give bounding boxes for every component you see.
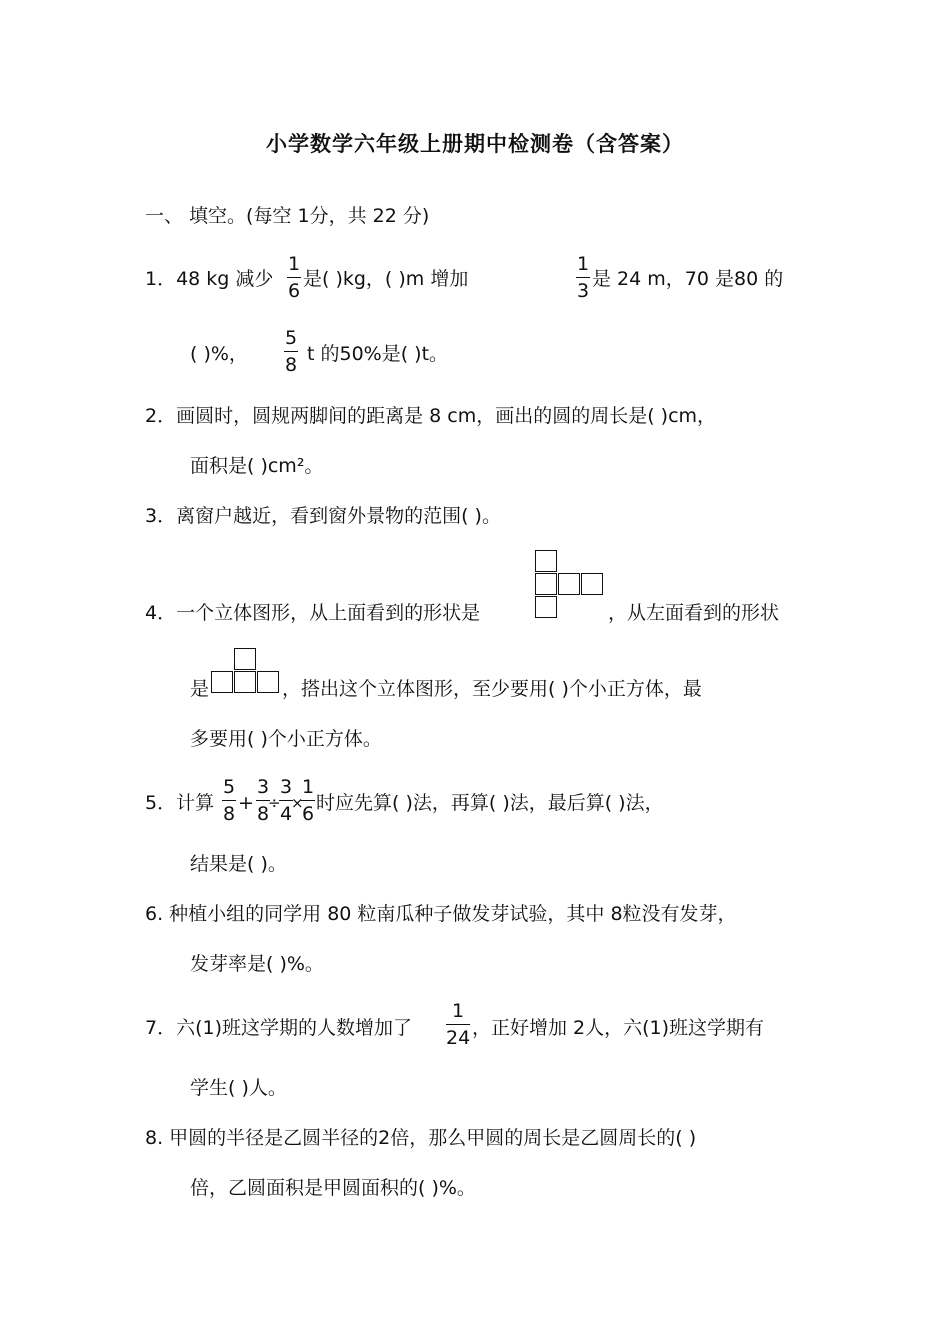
- q8-line-2: 倍，乙圆面积是甲圆面积的( )%。: [190, 1177, 476, 1199]
- top-view-figure: [535, 550, 607, 620]
- fraction: [301, 777, 315, 824]
- q5-text-b: 时应先算( )法，再算( )法，最后算( )法，: [316, 792, 664, 814]
- denominator: 8: [222, 803, 236, 825]
- q3-line-1: 3．离窗户越近，看到窗外景物的范围( )。: [145, 505, 501, 527]
- q1-text-e: t 的50%是( )t。: [307, 343, 449, 365]
- numerator: 1: [287, 253, 301, 275]
- q1-text-d: ( )%，: [190, 343, 248, 365]
- fraction: [576, 254, 590, 301]
- denominator: 6: [287, 280, 301, 302]
- plus-sign: +: [238, 792, 254, 814]
- numerator: 1: [576, 253, 590, 275]
- q8-line-1: 8. 甲圆的半径是乙圆半径的2倍，那么甲圆的周长是乙圆周长的( ): [145, 1127, 697, 1149]
- q1-text-c: 是 24 m，70 是80 的: [592, 268, 784, 290]
- fraction: [284, 328, 298, 375]
- numerator: 3: [256, 776, 270, 798]
- left-view-figure: [211, 648, 283, 696]
- q6-line-2: 发芽率是( )%。: [190, 953, 324, 975]
- page-title: 小学数学六年级上册期中检测卷（含答案）: [266, 132, 684, 156]
- q7-text-b: ，正好增加 2人，六(1)班这学期有: [472, 1017, 765, 1039]
- q4-line-2a: 是: [190, 678, 210, 700]
- q4-line-2b: ，搭出这个立体图形，至少要用( )个小正方体，最: [282, 678, 702, 700]
- q7-text-a: 7．六(1)班这学期的人数增加了: [145, 1017, 413, 1039]
- q2-line-1: 2．画圆时，圆规两脚间的距离是 8 cm，画出的圆的周长是( )cm，: [145, 405, 717, 427]
- denominator: 8: [284, 354, 298, 376]
- q6-line-1: 6. 种植小组的同学用 80 粒南瓜种子做发芽试验，其中 8粒没有发芽，: [145, 903, 737, 925]
- q4-line-1b: ，从左面看到的形状: [608, 602, 780, 624]
- q5-line-2: 结果是( )。: [190, 853, 287, 875]
- denominator: 3: [576, 280, 590, 302]
- divide-sign: ÷: [268, 794, 281, 812]
- fraction: [446, 1001, 470, 1048]
- numerator: 1: [301, 776, 315, 798]
- numerator: 5: [284, 327, 298, 349]
- fraction: [222, 777, 236, 824]
- q4-line-1a: 4．一个立体图形，从上面看到的形状是: [145, 602, 481, 624]
- q4-line-3: 多要用( )个小正方体。: [190, 728, 382, 750]
- numerator: 1: [452, 1000, 465, 1022]
- q1-text-a: 1．48 kg 减少: [145, 268, 274, 290]
- q5-text-a: 5．计算: [145, 792, 215, 814]
- denominator: 8: [256, 803, 270, 825]
- q2-line-2: 面积是( )cm²。: [190, 455, 324, 477]
- denominator: 6: [301, 803, 315, 825]
- numerator: 3: [279, 776, 293, 798]
- fraction: [287, 254, 301, 301]
- times-sign: ×: [291, 794, 304, 812]
- denominator: 4: [279, 803, 293, 825]
- denominator: 24: [446, 1027, 471, 1049]
- section-heading: 一、 填空。(每空 1分，共 22 分): [145, 205, 430, 227]
- numerator: 5: [222, 776, 236, 798]
- q1-text-b: 是( )kg，( )m 增加: [303, 268, 469, 290]
- q7-line-2: 学生( )人。: [190, 1077, 287, 1099]
